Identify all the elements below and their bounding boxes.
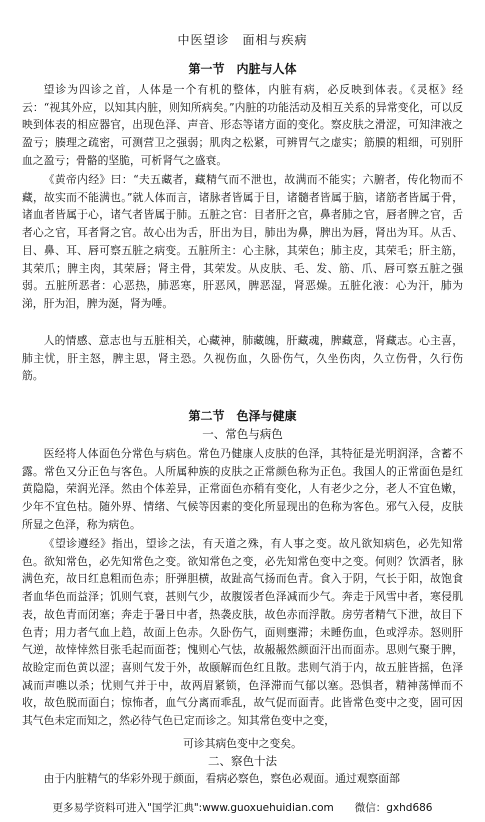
section-2-paragraph-1: 医经将人体面色分常色与病色。常色乃健康人皮肤的色泽，其特征是光明润泽，含蓄不露。常色又分正色与客色。人所属种族的皮肤之正常颜色称为正色。我国人的正常面色是红黄隐隐，荣润光泽。然由个体差异，正常面色亦稍有变化，人有老少之分，老人不宜色嫩，少年不宜色枯。随外界、情绪、气候等因素的变化所显现出的色称为客色。邪气入侵，皮肤所显之色泽，称为病色。 <box>22 447 463 531</box>
footer-note: 更多易学资料可进入"国学汇典":www.guoxuehuidian.com 微信：gxhd686 <box>52 802 433 814</box>
section-2-heading: 第二节 色泽与健康 <box>188 409 297 423</box>
section-1-paragraph-1: 望诊为四诊之首，人体是一个有机的整体，内脏有病，必反映到体表。《灵枢》经云：“视其外应，以知其内脏，则知所病矣。”内脏的功能活动及相互关系的异常变化，可以反映到体表的相应器官，出现色泽、声音、形态等诸方面的变化。察皮肤之滑涩，可知津液之盈亏；腠理之疏密，可测营卫之强弱；肌肉之松紧，可辨胃气之虚实；筋膜的粗细，可别肝血之盈亏；骨骼的坚脆，可析肾气之盛衰。 <box>22 83 463 167</box>
section-2-paragraph-3: 由于内脏精气的华彩外现于颜面，看病必察色，察色必观面。通过观察面部 <box>43 772 400 785</box>
subsection-2-heading: 二、察色十法 <box>208 754 277 768</box>
section-2-paragraph-2-tail: 可诊其病色变中之变矣。 <box>183 737 302 750</box>
document-title: 中医望诊 面相与疾病 <box>177 33 308 47</box>
section-2-paragraph-2: 《望诊遵经》指出，望诊之法，有天道之殊，有人事之变。故凡欲知病色，必先知常色。欲知常色，必先知常色之变。欲知常色之变，必先知常色变中之变。何则？饮酒者，脉满色充，故日红息粗而色赤；肝弹胆横，故趾高气扬而色青。食入于阴，气长于阳，故饱食者血华色而益泽；饥则气衰，甚则气少，故腹馁者色泽减而少气。奔走于风雪中者，寒侵肌表，故色青而闭塞；奔走于暑日中者，热袭皮肤，故色赤而浮散。房劳者精气下泄，故目下色青；用力者气血上趋，故面上色赤。久卧伤气，面则壅滞；未睡伤血，色或浮赤。怒则肝气逆，故悻悻然目张毛起而面苍；愧则心气怯，故赧赧然颜面汗出而面赤。思则气聚于脾，故睑定而色黄以涩；喜则气发于外，故颐解而色红且散。悲则气消于内，故五脏皆摇，色泽减而声噍以杀；忧则气并于中，故两眉紧锁，色泽滞而气郁以塞。恐惧者，精神荡惮而不收，故色脱而面白；惊怖者，血气分离而乖乱，故气促而面青。此皆常色变中之变，固可因其气色未定而知之，然必待气色已定而诊之。知其常色变中之变， <box>22 537 463 728</box>
section-1-paragraph-3: 人的情感、意志也与五脏相关，心藏神，肺藏魄，肝藏魂，脾藏意，肾藏志。心主喜，肺主忧，肝主怒，脾主思，肾主恐。久视伤血，久卧伤气，久坐伤肉，久立伤骨，久行伤筋。 <box>22 334 463 383</box>
section-1-paragraph-2: 《黄帝内经》曰：“夫五藏者，藏精气而不泄也，故满而不能实；六腑者，传化物而不藏，故实而不能满也。”就人体而言，诸脉者皆属于目，诸髓者皆属于脑，诸筋者皆属于骨，诸血者皆属于心，诸气者皆属于肺。五脏之官：目者肝之官，鼻者肺之官，唇者脾之官，舌者心之官，耳者肾之官。故心出为舌，肝出为目，肺出为鼻，脾出为唇，肾出为耳。从舌、目、鼻、耳、唇可察五脏之病变。五脏所主：心主脉，其荣色；肺主皮，其荣毛；肝主筋，其荣爪；脾主肉，其荣唇；肾主骨，其荣发。从皮肤、毛、发、筋、爪、唇可察五脏之强弱。五脏所恶者：心恶热，肺恶寒，肝恶风，脾恶湿，肾恶燥。五脏化液：心为汗，肺为涕，肝为泪，脾为涎，肾为唾。 <box>22 173 463 310</box>
section-1-heading: 第一节 内脏与人体 <box>188 62 297 76</box>
subsection-1-heading: 一、常色与病色 <box>202 427 283 441</box>
